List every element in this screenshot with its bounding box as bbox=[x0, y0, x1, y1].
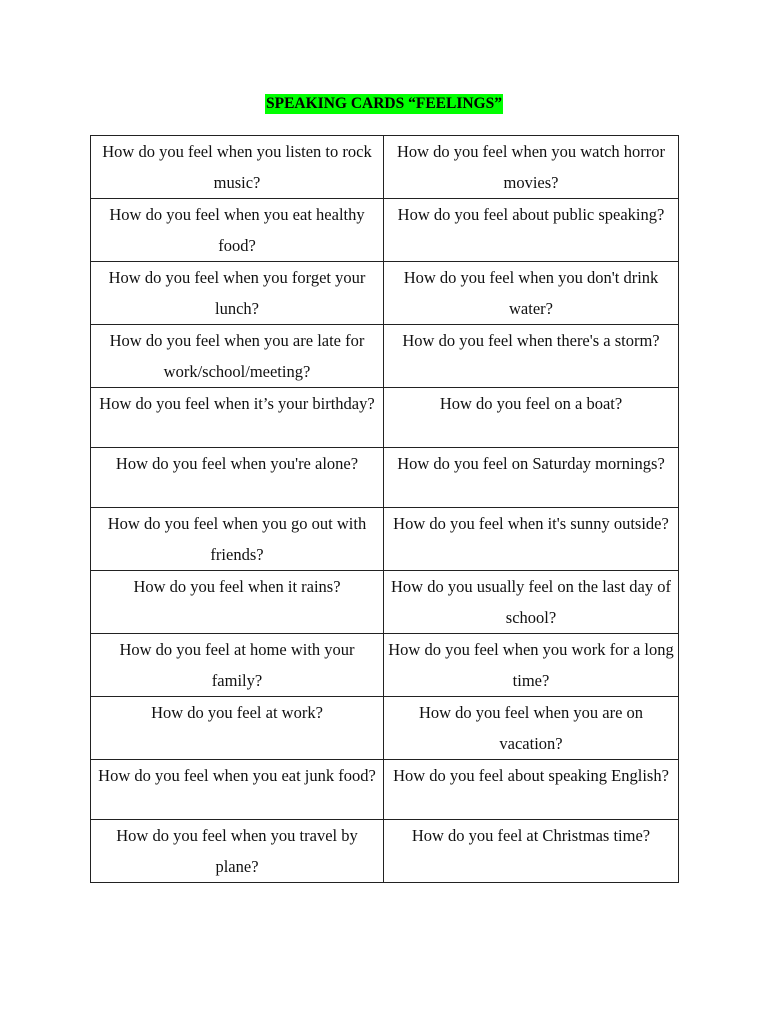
card-cell: How do you feel when it’s your birthday? bbox=[91, 388, 384, 448]
card-cell: How do you feel when you go out with friends? bbox=[91, 508, 384, 571]
card-cell: How do you feel at Christmas time? bbox=[384, 820, 679, 883]
card-cell: How do you feel at work? bbox=[91, 697, 384, 760]
card-cell: How do you feel when you are late for work/school/meeting? bbox=[91, 325, 384, 388]
card-cell: How do you feel about speaking English? bbox=[384, 760, 679, 820]
card-cell: How do you feel when you watch horror movies? bbox=[384, 136, 679, 199]
card-cell: How do you feel when you listen to rock music? bbox=[91, 136, 384, 199]
card-cell: How do you feel when you travel by plane? bbox=[91, 820, 384, 883]
table-row bbox=[91, 820, 679, 883]
card-cell: How do you feel when you work for a long time? bbox=[384, 634, 679, 697]
table-row bbox=[91, 262, 679, 325]
table-row bbox=[91, 388, 679, 448]
card-cell: How do you feel at home with your family? bbox=[91, 634, 384, 697]
title-wrapper bbox=[0, 94, 768, 114]
table-row bbox=[91, 325, 679, 388]
card-cell: How do you feel when you forget your lunch? bbox=[91, 262, 384, 325]
page-title: SPEAKING CARDS “FEELINGS” bbox=[266, 95, 502, 112]
card-cell: How do you feel when you're alone? bbox=[91, 448, 384, 508]
card-cell: How do you feel when it rains? bbox=[91, 571, 384, 634]
card-cell: How do you feel when you eat junk food? bbox=[91, 760, 384, 820]
card-cell: How do you feel when it's sunny outside? bbox=[384, 508, 679, 571]
table-row bbox=[91, 199, 679, 262]
table-row bbox=[91, 760, 679, 820]
card-cell: How do you feel when there's a storm? bbox=[384, 325, 679, 388]
table-row bbox=[91, 508, 679, 571]
card-cell: How do you feel when you eat healthy food? bbox=[91, 199, 384, 262]
card-cell: How do you feel on Saturday mornings? bbox=[384, 448, 679, 508]
card-cell: How do you feel on a boat? bbox=[384, 388, 679, 448]
speaking-cards-table bbox=[90, 135, 679, 883]
table-row bbox=[91, 634, 679, 697]
speaking-cards-body bbox=[91, 136, 679, 883]
card-cell: How do you feel when you are on vacation? bbox=[384, 697, 679, 760]
table-row bbox=[91, 448, 679, 508]
card-cell: How do you feel when you don't drink water? bbox=[384, 262, 679, 325]
table-row bbox=[91, 136, 679, 199]
card-cell: How do you usually feel on the last day of school? bbox=[384, 571, 679, 634]
table-row bbox=[91, 697, 679, 760]
card-cell: How do you feel about public speaking? bbox=[384, 199, 679, 262]
table-row bbox=[91, 571, 679, 634]
